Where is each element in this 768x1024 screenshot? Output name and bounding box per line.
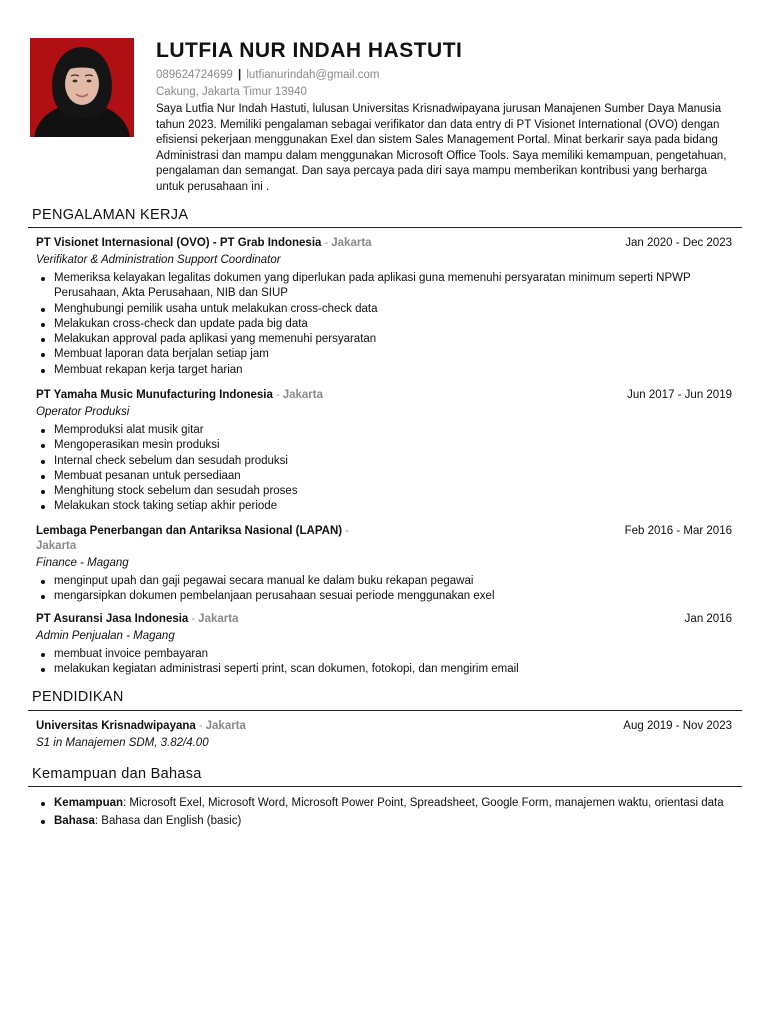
job-role: Operator Produksi bbox=[36, 406, 130, 418]
contact-line bbox=[156, 68, 736, 82]
list-item: Melakukan approval pada aplikasi yang memenuhi persyaratan bbox=[36, 332, 732, 347]
job-dates: Jan 2020 - Dec 2023 bbox=[625, 237, 732, 249]
job-location: Jakarta bbox=[282, 389, 323, 401]
list-item: Memeriksa kelayakan legalitas dokumen yang diperlukan pada aplikasi guna memenuhi persyaratan minimum seperti NPWP Perusahaan, Akta Perusahaan, NIB dan SIUP bbox=[36, 271, 732, 302]
list-item: melakukan kegiatan administrasi seperti print, scan dokumen, fotokopi, dan mengirim email bbox=[36, 662, 732, 677]
skills-list bbox=[36, 796, 732, 830]
separator-dash: - bbox=[198, 720, 203, 732]
skills-entry bbox=[36, 793, 732, 830]
skill-label: Kemampuan bbox=[54, 797, 124, 809]
list-item: Melakukan cross-check dan update pada big data bbox=[36, 317, 732, 332]
list-item: Mengoperasikan mesin produksi bbox=[36, 438, 732, 453]
job-bullets bbox=[36, 271, 732, 378]
section-title-education: PENDIDIKAN bbox=[32, 689, 124, 705]
header-text bbox=[156, 38, 736, 195]
school-name: Universitas Krisnadwipayana bbox=[36, 720, 196, 732]
email-address: lutfianurindah@gmail.com bbox=[246, 69, 380, 81]
contact-separator: | bbox=[237, 69, 242, 81]
section-divider bbox=[28, 710, 742, 711]
company-name: PT Yamaha Music Munufacturing Indonesia bbox=[36, 389, 273, 401]
company-name: PT Asuransi Jasa Indonesia bbox=[36, 613, 189, 625]
job-entry bbox=[36, 236, 732, 378]
separator-dash: - bbox=[191, 613, 196, 625]
job-header bbox=[36, 612, 732, 627]
job-header bbox=[36, 524, 732, 554]
skill-text: : Microsoft Exel, Microsoft Word, Microsoft Power Point, Spreadsheet, Google Form, manajemen waktu, orientasi data bbox=[123, 797, 724, 809]
list-item: menginput upah dan gaji pegawai secara manual ke dalam buku rekapan pegawai bbox=[36, 574, 732, 589]
list-item: Memproduksi alat musik gitar bbox=[36, 423, 732, 438]
list-item: Internal check sebelum dan sesudah produksi bbox=[36, 454, 732, 469]
job-dates: Feb 2016 - Mar 2016 bbox=[624, 525, 732, 537]
company-name: Lembaga Penerbangan dan Antariksa Nasional (LAPAN) bbox=[36, 525, 343, 537]
list-item: Membuat laporan data berjalan setiap jam bbox=[36, 347, 732, 362]
profile-summary: Saya Lutfia Nur Indah Hastuti, lulusan Universitas Krisnadwipayana jurusan Manajenen Sumber Daya Manusia tahun 2023. Memiliki pengalaman sebagai verifikator dan data entry di PT Visionet International (OVO) dengan efisiensi pekerjaan menggunakan Exel dan sistem Sales Management Portal. Minat berkarir saya pada bidang Administrasi dan mampu dalam menggunakan Microsoft Office Tools. Saya memiliki kemampuan, pengetahuan, pengalaman dan semangat. Dan saya percaya pada diri saya mampu memberikan kontribusi yang berharga untuk perusahaan ini . bbox=[156, 103, 727, 193]
skill-label: Bahasa bbox=[54, 815, 95, 828]
separator-dash: - bbox=[275, 389, 280, 401]
list-item: Membuat rekapan kerja target harian bbox=[36, 363, 732, 378]
school-location: Jakarta bbox=[205, 720, 246, 732]
candidate-name: LUTFIA NUR INDAH HASTUTI bbox=[156, 39, 463, 62]
job-location: Jakarta bbox=[198, 613, 239, 625]
list-item: Membuat pesanan untuk persediaan bbox=[36, 469, 732, 484]
education-header bbox=[36, 719, 732, 734]
profile-photo bbox=[30, 38, 134, 137]
job-entry bbox=[36, 388, 732, 515]
list-item: Melakukan stock taking setiap akhir periode bbox=[36, 499, 732, 514]
job-location: Jakarta bbox=[36, 540, 77, 552]
list-item: Menghitung stock sebelum dan sesudah proses bbox=[36, 484, 732, 499]
job-bullets bbox=[36, 647, 732, 678]
job-location: Jakarta bbox=[331, 237, 372, 249]
job-entry bbox=[36, 524, 732, 605]
section-title-skills: Kemampuan dan Bahasa bbox=[32, 766, 202, 782]
phone-number: 089624724699 bbox=[156, 69, 233, 81]
resume-header bbox=[30, 38, 740, 195]
section-title-experience: PENGALAMAN KERJA bbox=[32, 207, 189, 223]
job-bullets bbox=[36, 423, 732, 515]
list-item bbox=[36, 814, 732, 829]
job-role: Verifikator & Administration Support Coordinator bbox=[36, 254, 281, 266]
job-bullets bbox=[36, 574, 732, 605]
job-header bbox=[36, 388, 732, 403]
skill-text: : Bahasa dan English (basic) bbox=[94, 815, 242, 828]
education-dates: Aug 2019 - Nov 2023 bbox=[623, 720, 732, 732]
separator-dash: - bbox=[324, 237, 329, 249]
job-entry bbox=[36, 612, 732, 678]
section-divider bbox=[28, 227, 742, 228]
address: Cakung, Jakarta Timur 13940 bbox=[156, 86, 307, 98]
job-role: Admin Penjualan - Magang bbox=[36, 630, 175, 642]
list-item bbox=[36, 796, 732, 811]
education-entry bbox=[36, 719, 732, 751]
job-dates: Jun 2017 - Jun 2019 bbox=[627, 389, 732, 401]
section-divider bbox=[28, 786, 742, 787]
job-dates: Jan 2016 bbox=[684, 613, 732, 625]
list-item: Menghubungi pemilik usaha untuk melakukan cross-check data bbox=[36, 302, 732, 317]
degree: S1 in Manajemen SDM, 3.82/4.00 bbox=[36, 737, 209, 749]
job-header bbox=[36, 236, 732, 251]
separator-dash: - bbox=[345, 525, 349, 537]
job-role: Finance - Magang bbox=[36, 557, 129, 569]
list-item: membuat invoice pembayaran bbox=[36, 647, 732, 662]
company-name: PT Visionet Internasional (OVO) - PT Grab Indonesia bbox=[36, 237, 322, 249]
list-item: mengarsipkan dokumen pembelanjaan perusahaan sesuai periode menggunakan exel bbox=[36, 589, 732, 604]
